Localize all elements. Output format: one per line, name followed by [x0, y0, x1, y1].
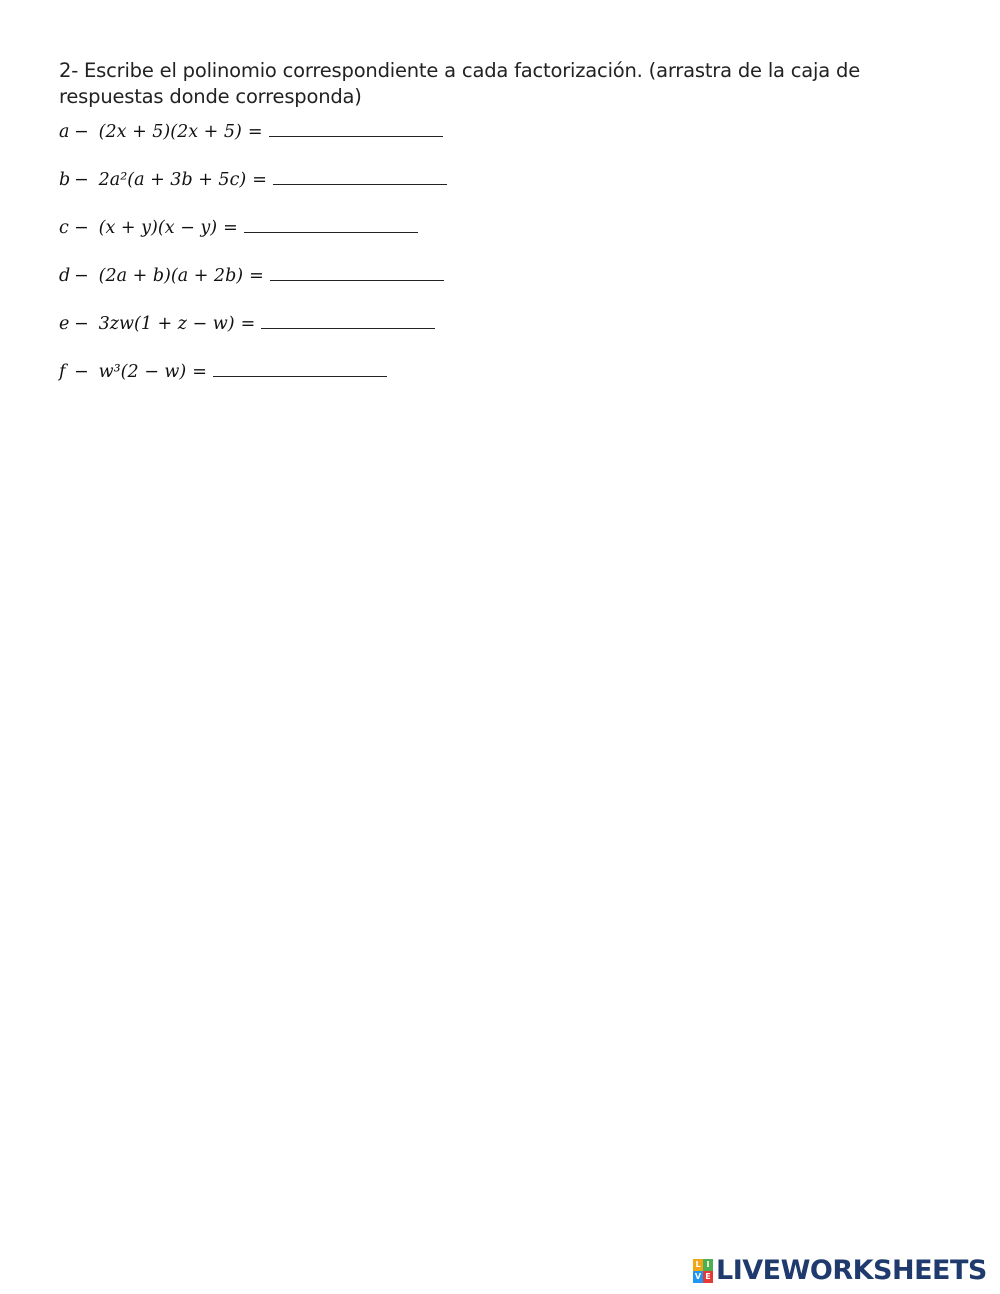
- exercise-a: [59, 122, 443, 142]
- answer-drop-zone-c[interactable]: [244, 218, 418, 233]
- exercise-letter: c: [59, 218, 69, 238]
- instructions-text: 2- Escribe el polinomio correspondiente a cada factorización. (arrastra de la caja de respuestas donde corresponda): [59, 59, 860, 108]
- equals-sign: =: [249, 266, 264, 286]
- exercise-dash: −: [74, 122, 89, 142]
- equals-sign: =: [192, 362, 207, 382]
- answer-drop-zone-d[interactable]: [270, 266, 444, 281]
- exercise-dash: −: [74, 266, 89, 286]
- exercise-expression: (2a + b)(a + 2b): [98, 266, 244, 286]
- equals-sign: =: [247, 122, 263, 142]
- exercise-f: [59, 362, 387, 382]
- exercise-expression: (x + y)(x − y): [98, 218, 218, 238]
- exercise-expression: 3zw(1 + z − w): [98, 314, 235, 334]
- exercise-letter: d: [59, 266, 71, 286]
- equals-sign: =: [240, 314, 256, 334]
- exercise-dash: −: [74, 218, 89, 238]
- logo-text: LIVEWORKSHEETS: [716, 1255, 987, 1286]
- logo-mark-cell: L: [693, 1259, 703, 1271]
- exercise-expression: 2a²(a + 3b + 5c): [98, 170, 247, 190]
- exercise-b: [59, 170, 447, 190]
- exercise-dash: −: [74, 170, 89, 190]
- exercise-dash: −: [74, 314, 89, 334]
- answer-drop-zone-b[interactable]: [273, 170, 447, 185]
- logo-mark-cell: V: [694, 1271, 702, 1281]
- equals-sign: =: [223, 218, 238, 238]
- exercise-letter: a: [59, 122, 70, 142]
- equals-sign: =: [252, 170, 267, 190]
- exercise-e: [59, 314, 435, 334]
- answer-drop-zone-a[interactable]: [269, 122, 443, 137]
- answer-drop-zone-f[interactable]: [213, 362, 387, 377]
- answer-drop-zone-e[interactable]: [261, 314, 435, 329]
- liveworksheets-logo: [693, 1255, 987, 1286]
- logo-mark-cell: I: [703, 1259, 713, 1271]
- logo-mark-cell: E: [703, 1271, 713, 1283]
- logo-mark-icon: [693, 1259, 713, 1283]
- exercise-dash: −: [74, 362, 89, 382]
- exercise-expression: w³(2 − w): [98, 362, 187, 382]
- exercise-expression: (2x + 5)(2x + 5): [98, 122, 242, 142]
- exercise-d: [59, 266, 444, 286]
- exercise-letter: b: [59, 170, 71, 190]
- exercise-c: [59, 218, 418, 238]
- exercise-letter: e: [59, 314, 70, 334]
- exercise-letter: f: [59, 362, 66, 382]
